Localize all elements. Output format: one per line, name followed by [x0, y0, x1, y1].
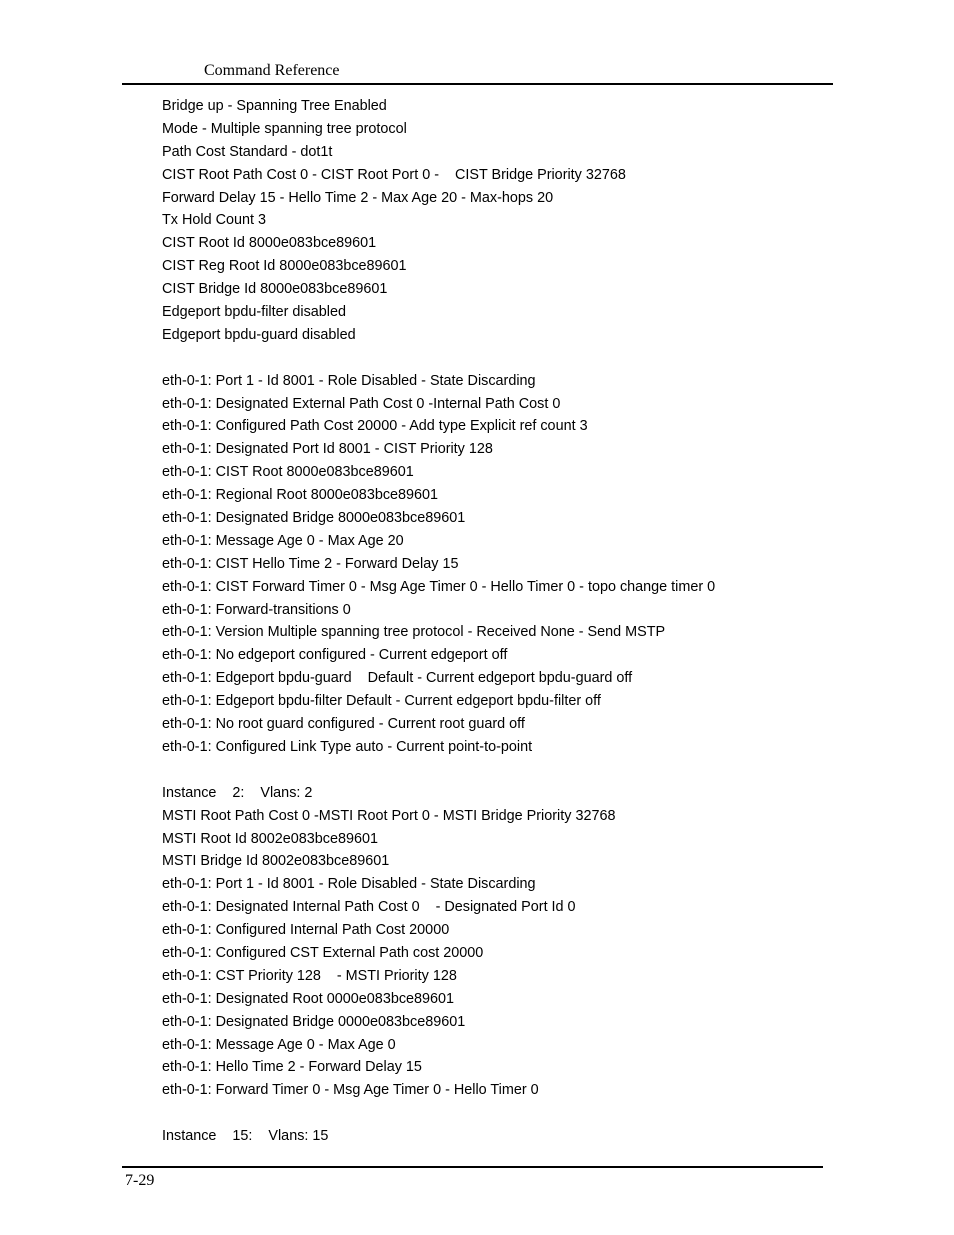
output-line: eth-0-1: Edgeport bpdu-filter Default - Current edgeport bpdu-filter off	[162, 693, 601, 710]
output-line: eth-0-1: Designated Root 0000e083bce89601	[162, 990, 455, 1007]
output-line: CIST Bridge Id 8000e083bce89601	[162, 281, 388, 298]
output-line: eth-0-1: Designated Bridge 8000e083bce89601	[162, 510, 466, 527]
output-line: eth-0-1: Designated Internal Path Cost 0 - Designated Port Id 0	[162, 899, 576, 916]
output-line: eth-0-1: Configured Link Type auto - Current point-to-point	[162, 738, 533, 755]
output-line: eth-0-1: CST Priority 128 - MSTI Priority 128	[162, 967, 457, 984]
output-line: Forward Delay 15 - Hello Time 2 - Max Age 20 - Max-hops 20	[162, 189, 554, 206]
output-line: Instance 15: Vlans: 15	[162, 1128, 329, 1145]
output-line: eth-0-1: CIST Forward Timer 0 - Msg Age Timer 0 - Hello Timer 0 - topo change timer 0	[162, 578, 716, 595]
output-line: eth-0-1: Port 1 - Id 8001 - Role Disabled - State Discarding	[162, 372, 536, 389]
output-line: eth-0-1: Configured CST External Path cost 20000	[162, 944, 484, 961]
blank-line	[162, 347, 862, 370]
blank-line	[162, 1102, 862, 1125]
output-line: Mode - Multiple spanning tree protocol	[162, 120, 407, 137]
output-line: eth-0-1: Version Multiple spanning tree protocol - Received None - Send MSTP	[162, 624, 666, 641]
output-line: eth-0-1: Designated Bridge 0000e083bce89601	[162, 1013, 466, 1030]
output-line: CIST Reg Root Id 8000e083bce89601	[162, 258, 407, 275]
output-line: eth-0-1: CIST Hello Time 2 - Forward Delay 15	[162, 555, 459, 572]
output-line: CIST Root Id 8000e083bce89601	[162, 235, 377, 252]
output-line: eth-0-1: Message Age 0 - Max Age 0	[162, 1036, 396, 1053]
output-line: eth-0-1: Edgeport bpdu-guard Default - Current edgeport bpdu-guard off	[162, 670, 633, 687]
page-number: 7-29	[125, 1172, 155, 1189]
output-line: Edgeport bpdu-filter disabled	[162, 304, 347, 321]
output-line: eth-0-1: Port 1 - Id 8001 - Role Disabled - State Discarding	[162, 876, 536, 893]
output-line: eth-0-1: Hello Time 2 - Forward Delay 15	[162, 1059, 422, 1076]
output-line: eth-0-1: Forward-transitions 0	[162, 601, 351, 618]
output-line: eth-0-1: Configured Path Cost 20000 - Add type Explicit ref count 3	[162, 418, 588, 435]
output-line: Path Cost Standard - dot1t	[162, 143, 333, 160]
output-line: eth-0-1: Configured Internal Path Cost 20000	[162, 922, 450, 939]
output-line: eth-0-1: Forward Timer 0 - Msg Age Timer 0 - Hello Timer 0	[162, 1082, 539, 1099]
output-line: MSTI Root Id 8002e083bce89601	[162, 830, 379, 847]
running-header: Command Reference	[204, 62, 340, 79]
blank-line	[162, 759, 862, 782]
output-line: eth-0-1: Designated External Path Cost 0 -Internal Path Cost 0	[162, 395, 561, 412]
output-line: Tx Hold Count 3	[162, 212, 266, 229]
output-line: MSTI Root Path Cost 0 -MSTI Root Port 0 - MSTI Bridge Priority 32768	[162, 807, 616, 824]
output-line: eth-0-1: CIST Root 8000e083bce89601	[162, 464, 414, 481]
output-line: Bridge up - Spanning Tree Enabled	[162, 98, 387, 114]
output-line: eth-0-1: Regional Root 8000e083bce89601	[162, 487, 439, 504]
output-line: MSTI Bridge Id 8002e083bce89601	[162, 853, 390, 870]
output-line: eth-0-1: No root guard configured - Current root guard off	[162, 716, 525, 733]
output-line: eth-0-1: No edgeport configured - Current edgeport off	[162, 647, 508, 664]
output-line: eth-0-1: Message Age 0 - Max Age 20	[162, 532, 404, 549]
footer-divider	[122, 1166, 823, 1168]
output-line: CIST Root Path Cost 0 - CIST Root Port 0 - CIST Bridge Priority 32768	[162, 166, 626, 183]
output-line: eth-0-1: Designated Port Id 8001 - CIST Priority 128	[162, 441, 493, 458]
command-output	[162, 95, 862, 1148]
header-divider	[122, 83, 833, 85]
output-line: Edgeport bpdu-guard disabled	[162, 326, 356, 343]
output-line: Instance 2: Vlans: 2	[162, 784, 313, 801]
